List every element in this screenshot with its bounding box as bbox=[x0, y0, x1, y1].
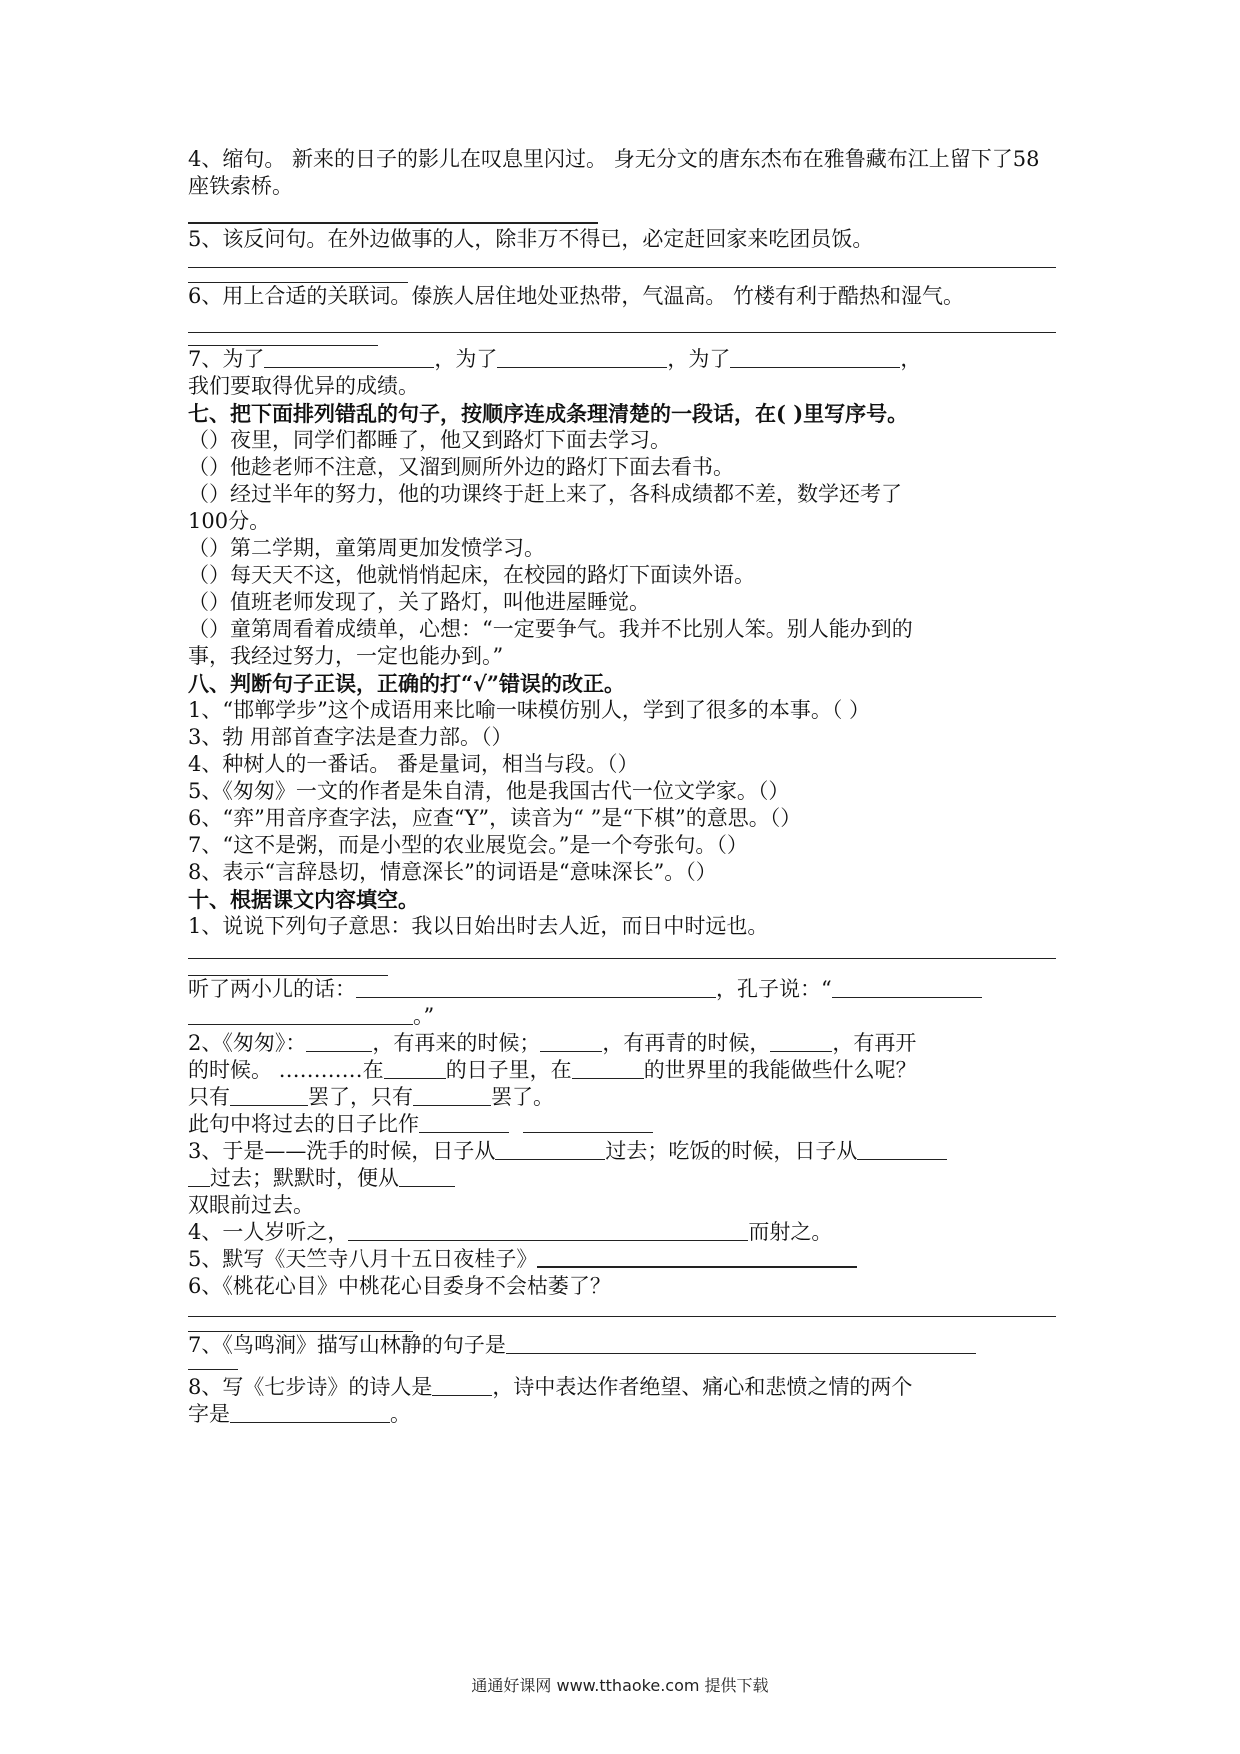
fill-blank[interactable] bbox=[497, 347, 667, 368]
fill-question-8: 8、写《七步诗》的诗人是 ，诗中表达作者绝望、痛心和悲愤之情的两个 bbox=[188, 1375, 913, 1399]
fill-question-3b: 过去；默默时，便从 bbox=[188, 1165, 1056, 1192]
fill-question-2c: 只有 罢了，只有 罢了。 bbox=[188, 1085, 554, 1109]
sort-item: （）值班老师发现了，关了路灯，叫他进屋睡觉。 bbox=[188, 590, 650, 614]
fill-blank[interactable] bbox=[188, 1004, 413, 1025]
sort-item-cont: 事，我经过努力，一定也能办到。” bbox=[188, 644, 504, 668]
answer-line bbox=[188, 1369, 238, 1370]
fill-blank[interactable] bbox=[495, 1139, 605, 1160]
fill-question-1b: 听了两小儿的话： ，孔子说：“ bbox=[188, 976, 1056, 1003]
answer-line bbox=[188, 958, 1056, 959]
fill-blank[interactable] bbox=[540, 1031, 602, 1052]
fill-blank[interactable] bbox=[348, 1220, 748, 1241]
fill-blank[interactable] bbox=[188, 1166, 210, 1187]
fill-question-2d: 此句中将过去的日子比作 bbox=[188, 1111, 1056, 1138]
fill-blank[interactable] bbox=[572, 1058, 644, 1079]
section-8-heading: 八、判断句子正误，正确的打“√”错误的改正。 bbox=[188, 671, 625, 696]
section-7-heading: 七、把下面排列错乱的句子，按顺序连成条理清楚的一段话，在( )里写序号。 bbox=[188, 401, 909, 426]
fill-blank[interactable] bbox=[770, 1031, 832, 1052]
fill-question-3c: 双眼前过去。 bbox=[188, 1193, 314, 1217]
fill-blank[interactable] bbox=[413, 1085, 491, 1106]
judge-item: 8、表示“言辞恳切，情意深长”的词语是“意味深长”。（） bbox=[188, 860, 717, 884]
fill-question-5: 5、默写《天竺寺八月十五日夜桂子》 bbox=[188, 1246, 1056, 1273]
question-4-condense: 4、缩句。 新来的日子的影儿在叹息里闪过。 身无分文的唐东杰布在雅鲁藏布江上留下了58座铁索桥。 bbox=[188, 147, 1040, 198]
fill-blank[interactable] bbox=[506, 1333, 976, 1354]
section-10-heading: 十、根据课文内容填空。 bbox=[188, 887, 419, 912]
fill-blank[interactable] bbox=[230, 1402, 390, 1423]
judge-item: 6、“弈”用音序查字法，应查“Y”，读音为“ ”是“下棋”的意思。（） bbox=[188, 806, 802, 830]
fill-question-6: 6、《桃花心目》中桃花心目委身不会枯萎了？ bbox=[188, 1274, 611, 1298]
sort-item: （）第二学期，童第周更加发愤学习。 bbox=[188, 536, 545, 560]
question-6-conjunction: 6、用上合适的关联词。傣族人居住地处亚热带，气温高。 竹楼有利于酷热和湿气。 bbox=[188, 284, 965, 308]
fill-question-7: 7、《鸟鸣涧》描写山林静的句子是 bbox=[188, 1332, 1056, 1359]
fill-question-2: 2、《匆匆》： ，有再来的时候； ，有再青的时候， ，有再开 bbox=[188, 1031, 917, 1055]
fill-question-2b: 的时候。 …………在 的日子里，在 的世界里的我能做些什么呢？ bbox=[188, 1058, 917, 1082]
fill-question-1: 1、说说下列句子意思：我以日始出时去人近，而日中时远也。 bbox=[188, 914, 769, 938]
fill-question-8b: 字是 。 bbox=[188, 1402, 411, 1426]
fill-question-4: 4、一人岁听之， 而射之。 bbox=[188, 1220, 833, 1244]
question-5-rhetorical: 5、该反问句。在外边做事的人，除非万不得已，必定赶回家来吃团员饭。 bbox=[188, 227, 874, 251]
fill-blank[interactable] bbox=[857, 1139, 947, 1160]
fill-blank[interactable] bbox=[384, 1058, 446, 1079]
judge-item: 5、《匆匆》一文的作者是朱自清，他是我国古代一位文学家。（） bbox=[188, 779, 790, 803]
sort-item: （）他趁老师不注意，又溜到厕所外边的路灯下面去看书。 bbox=[188, 455, 734, 479]
question-7-line2: 我们要取得优异的成绩。 bbox=[188, 374, 419, 398]
fill-blank[interactable] bbox=[832, 977, 982, 998]
page-footer: 通通好课网 www.tthaoke.com 提供下载 bbox=[471, 1676, 769, 1695]
fill-blank[interactable] bbox=[306, 1031, 372, 1052]
fill-blank[interactable] bbox=[419, 1112, 509, 1133]
judge-item: 7、“这不是粥，而是小型的农业展览会。”是一个夸张句。（） bbox=[188, 833, 748, 857]
sort-item: （）每天天不这，他就悄悄起床，在校园的路灯下面读外语。 bbox=[188, 563, 755, 587]
question-7-for: 7、为了 ，为了 ，为了 ， bbox=[188, 347, 922, 371]
fill-blank[interactable] bbox=[399, 1166, 455, 1187]
answer-line bbox=[188, 222, 598, 224]
fill-blank[interactable] bbox=[523, 1112, 653, 1133]
fill-question-3: 3、于是——洗手的时候，日子从 过去；吃饭的时候，日子从 bbox=[188, 1138, 1056, 1165]
fill-blank[interactable] bbox=[264, 347, 434, 368]
answer-line bbox=[188, 267, 1056, 268]
fill-question-1c: 。” bbox=[188, 1003, 1056, 1030]
fill-blank[interactable] bbox=[537, 1246, 857, 1268]
sort-item: （）经过半年的努力，他的功课终于赶上来了，各科成绩都不差，数学还考了 bbox=[188, 482, 902, 506]
worksheet-page bbox=[188, 146, 1056, 1428]
fill-blank[interactable] bbox=[356, 977, 716, 998]
judge-item: 4、种树人的一番话。 番是量词，相当与段。（） bbox=[188, 752, 639, 776]
sort-item: （）童第周看着成绩单，心想：“一定要争气。我并不比别人笨。别人能办到的 bbox=[188, 617, 913, 641]
judge-item: 1、“邯郸学步”这个成语用来比喻一味模仿别人，学到了很多的本事。（ ） bbox=[188, 698, 871, 722]
sort-item-cont: 100分。 bbox=[188, 509, 271, 533]
fill-blank[interactable] bbox=[432, 1375, 492, 1396]
answer-line bbox=[188, 1316, 1056, 1317]
fill-blank[interactable] bbox=[230, 1085, 308, 1106]
judge-item: 3、勃 用部首查字法是查力部。（） bbox=[188, 725, 513, 749]
fill-blank[interactable] bbox=[730, 347, 900, 368]
answer-line bbox=[188, 332, 1056, 333]
sort-item: （）夜里，同学们都睡了，他又到路灯下面去学习。 bbox=[188, 428, 671, 452]
